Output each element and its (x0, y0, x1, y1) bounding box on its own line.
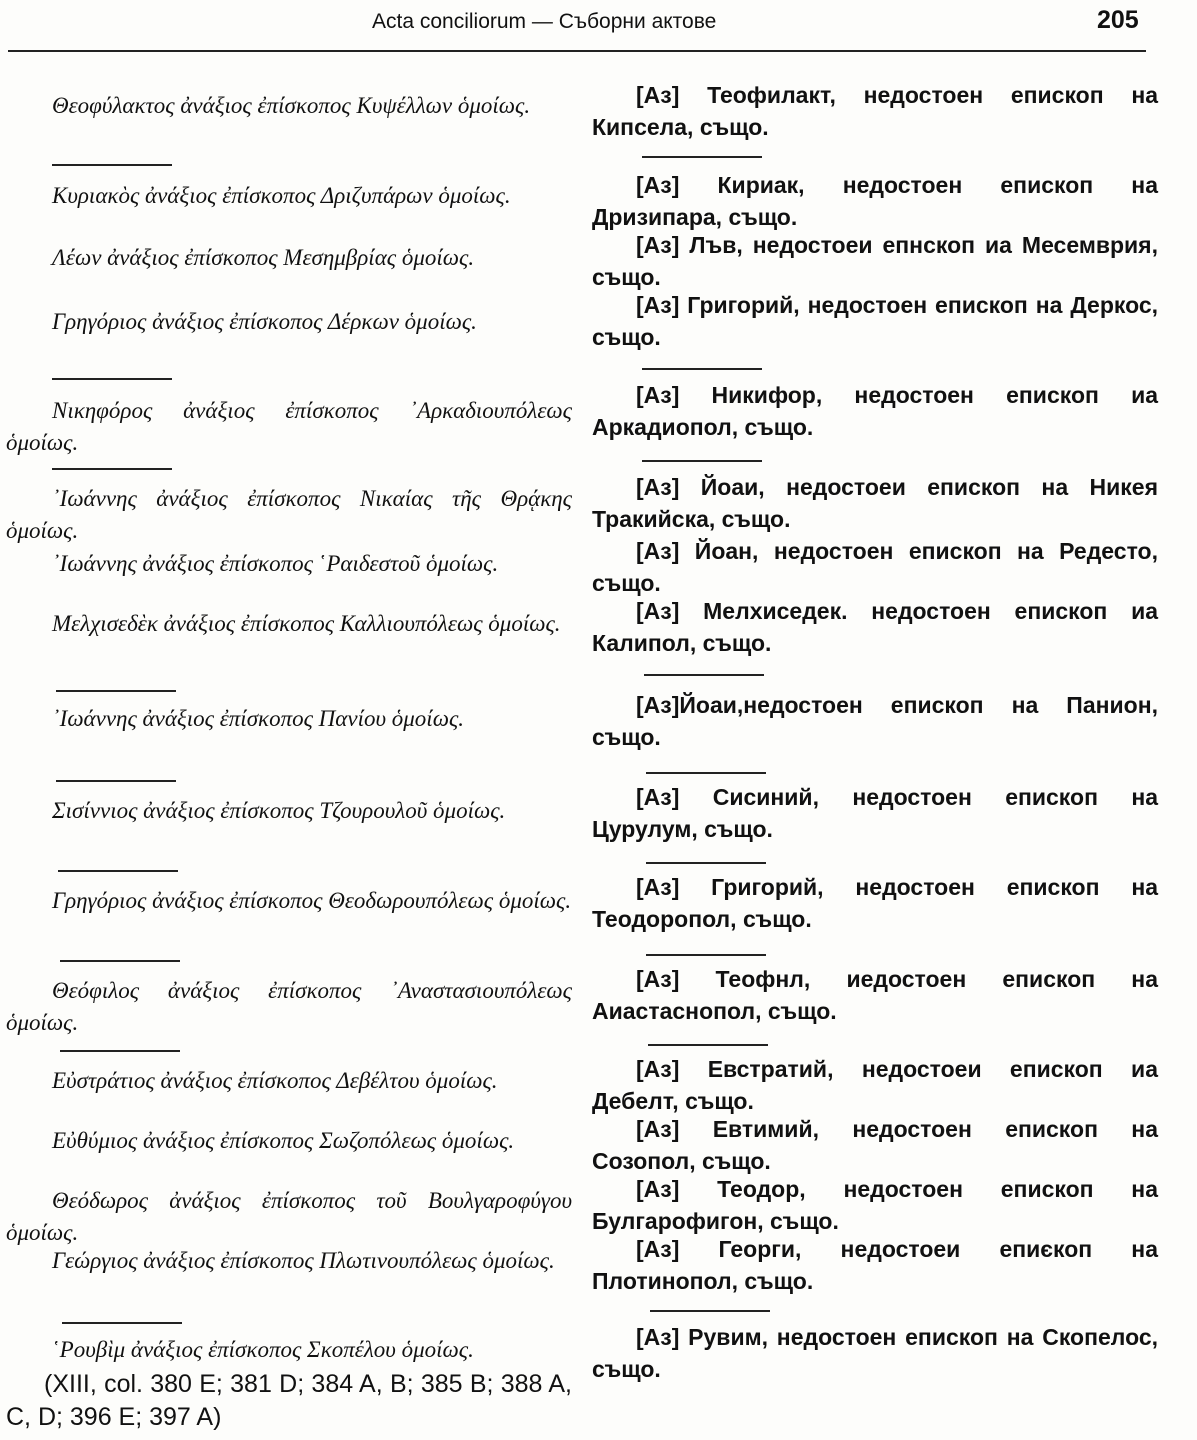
section-separator (52, 378, 172, 380)
header-rule (8, 50, 1146, 52)
greek-entry: Κυριακὸς ἀνάξιος ἐπίσκοπος Δριζυπάρων ὁμοίως. (52, 183, 511, 208)
section-separator (650, 1310, 770, 1312)
citation: (XIII, col. 380 E; 381 D; 384 A, B; 385 B; 388 A, C, D; 396 E; 397 A) (6, 1370, 572, 1431)
bulgarian-entry: [Аз] Йоан, недостоен епископ на Редесто, също. (592, 538, 1158, 596)
bulgarian-entry: [Аз] Теофнл, иедостоен епископ на Аиастаснопол, също. (592, 966, 1158, 1024)
greek-entry: Γρηγόριος ἀνάξιος ἐπίσκοπος Δέρκων ὁμοίως. (52, 309, 477, 334)
section-separator (56, 690, 176, 692)
greek-entry: Λέων ἀνάξιος ἐπίσκοπος Μεσημβρίας ὁμοίως. (52, 245, 475, 270)
section-separator (646, 954, 766, 956)
bulgarian-entry: [Аз] Григорий, недостоен епископ на Теодоропол, също. (592, 874, 1158, 932)
bulgarian-entry: [Аз] Теофилакт, недостоен епископ на Кипсела, също. (592, 82, 1158, 140)
section-separator (646, 862, 766, 864)
section-separator (648, 1044, 768, 1046)
bulgarian-entry: [Аз] Мелхиседек. недостоен епископ иа Калипол, също. (592, 598, 1158, 656)
running-title: Acta conciliorum — Съборни актове (372, 10, 717, 33)
bulgarian-entry: [Аз] Лъв, недостоеи епнскоп иа Месемврия, също. (592, 232, 1158, 290)
greek-entry: Νικηφόρος ἀνάξιος ἐπίσκοπος ᾿Αρκαδιουπόλεως ὁμοίως. (6, 398, 572, 455)
page-header (0, 0, 1197, 60)
greek-entry: Σισίννιος ἀνάξιος ἐπίσκοπος Τζουρουλοῦ ὁμοίως. (52, 798, 506, 823)
section-separator (644, 674, 764, 676)
bulgarian-entry: [Аз]Йоаи,недостоен епископ на Панион, също. (592, 692, 1158, 750)
section-separator (60, 960, 180, 962)
section-separator (52, 468, 172, 470)
section-separator (646, 772, 766, 774)
section-separator (62, 1322, 182, 1324)
bulgarian-entry: [Аз] Рувим, недостоен епископ на Скопелос, също. (592, 1324, 1158, 1382)
greek-entry: Εὐστράτιος ἀνάξιος ἐπίσκοπος Δεβέλτου ὁμοίως. (52, 1068, 498, 1093)
bulgarian-entry: [Аз] Кириак, недостоен епископ на Дризипара, също. (592, 172, 1158, 230)
section-separator (58, 870, 178, 872)
section-separator (642, 156, 762, 158)
greek-entry: Γρηγόριος ἀνάξιος ἐπίσκοπος Θεοδωρουπόλεως ὁμοίως. (52, 888, 572, 913)
section-separator (642, 460, 762, 462)
section-separator (642, 368, 762, 370)
bulgarian-entry: [Аз] Григорий, недостоен епископ на Деркос, също. (592, 292, 1158, 350)
section-separator (60, 1050, 180, 1052)
greek-entry: ᾿Ιωάννης ἀνάξιος ἐπίσκοπος ῾Ραιδεστοῦ ὁμοίως. (52, 551, 499, 576)
page-number: 205 (1097, 6, 1139, 34)
bulgarian-entry: [Аз] Сисиний, недостоен епископ на Цурулум, също. (592, 784, 1158, 842)
bulgarian-entry: [Аз] Евстратий, недостоеи епископ иа Дебелт, също. (592, 1056, 1158, 1114)
section-separator (52, 164, 172, 166)
bulgarian-entry: [Аз] Евтимий, недостоен епископ на Созопол, също. (592, 1116, 1158, 1174)
greek-entry: Θεόφιλος ἀνάξιος ἐπίσκοπος ᾿Αναστασιουπόλεως ὁμοίως. (6, 978, 572, 1035)
greek-entry: Θεοφύλακτος ἀνάξιος ἐπίσκοπος Κυψέλλων ὁμοίως. (52, 93, 531, 118)
greek-entry: ᾿Ιωάννης ἀνάξιος ἐπίσκοπος Νικαίας τῆς Θρᾴκης ὁμοίως. (6, 486, 572, 543)
bulgarian-entry: [Аз] Йоаи, недостоеи епископ на Никея Тракийска, също. (592, 474, 1158, 532)
greek-entry: Θεόδωρος ἀνάξιος ἐπίσκοπος τοῦ Βουλγαροφύγου ὁμοίως. (6, 1188, 572, 1245)
greek-entry: Γεώργιος ἀνάξιος ἐπίσκοπος Πλωτινουπόλεως ὁμοίως. (52, 1248, 555, 1273)
greek-entry: Μελχισεδὲκ ἀνάξιος ἐπίσκοπος Καλλιουπόλεως ὁμοίως. (52, 611, 561, 636)
bulgarian-entry: [Аз] Георги, недостоеи епиєкоп на Плотинопол, също. (592, 1236, 1158, 1294)
bulgarian-entry: [Аз] Теодор, недостоен епископ на Булгарофигон, също. (592, 1176, 1158, 1234)
bulgarian-entry: [Аз] Никифор, недостоен епископ иа Аркадиопол, също. (592, 382, 1158, 440)
greek-entry: ᾿Ιωάννης ἀνάξιος ἐπίσκοπος Πανίου ὁμοίως. (52, 706, 465, 731)
greek-entry: Εὐθύμιος ἀνάξιος ἐπίσκοπος Σωζοπόλεως ὁμοίως. (52, 1128, 515, 1153)
greek-entry: ῾Ρουβὶμ ἀνάξιος ἐπίσκοπος Σκοπέλου ὁμοίως. (52, 1337, 474, 1362)
section-separator (56, 780, 176, 782)
